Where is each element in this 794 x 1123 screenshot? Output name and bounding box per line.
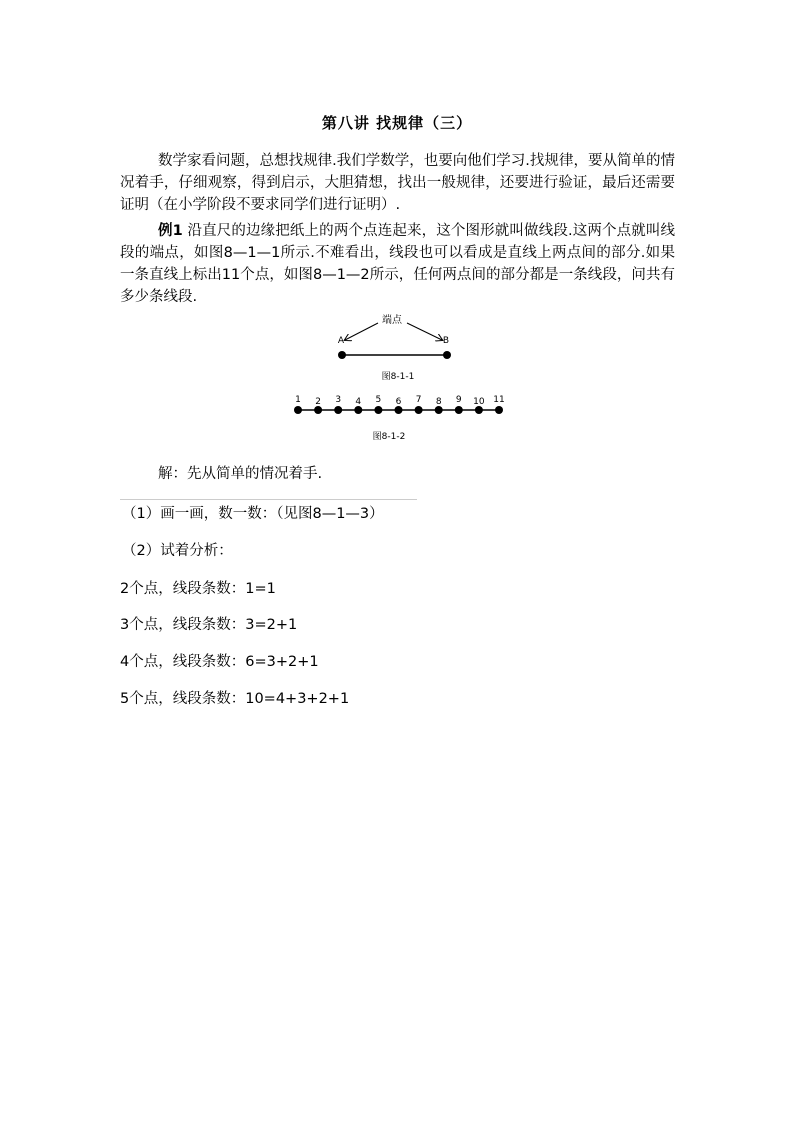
point-b-label: B: [442, 336, 450, 346]
point-label-1: 1: [295, 395, 301, 405]
figure1-caption: 图8-1-1: [381, 372, 415, 382]
point-dot-7: [415, 406, 423, 414]
point-a-dot: [338, 351, 346, 359]
figure-eleven-points: [285, 390, 510, 445]
point-dot-3: [334, 406, 342, 414]
solution-line: 解：先从简单的情况着手.: [158, 466, 323, 482]
point-label-6: 6: [395, 397, 402, 407]
example-text: 沿直尺的边缘把纸上的两个点连起来，这个图形就叫做线段.这两个点就叫线段的端点，如图8—1—1所示.不难看出，线段也可以看成是直线上两点间的部分.如果一条直线上标出11个点，如图8—1—2所示，任何两点间的部分都是一条线段，问共有多少条线段.: [120, 223, 676, 305]
step-line: 3个点，线段条数：3=2+1: [120, 617, 298, 633]
step-line: （1）画一画，数一数：（见图8—1—3）: [122, 506, 384, 522]
point-dot-6: [395, 406, 403, 414]
step-line: （2）试着分析：: [122, 543, 233, 559]
point-label-9: 9: [455, 395, 462, 405]
point-dot-8: [435, 406, 443, 414]
example-paragraph: [120, 220, 675, 308]
point-dot-9: [455, 406, 463, 414]
figure-segment-endpoints: [330, 310, 460, 385]
divider: [120, 499, 417, 500]
endpoint-annotation: 端点: [382, 315, 402, 326]
example-label: 例1: [158, 223, 183, 239]
point-label-4: 4: [355, 397, 362, 407]
point-dot-1: [294, 406, 302, 414]
point-label-3: 3: [335, 395, 342, 405]
arrow-to-b: [407, 323, 442, 340]
point-dot-4: [354, 406, 362, 414]
page-title: 第八讲 找规律（三）: [321, 114, 473, 132]
point-label-2: 2: [315, 397, 321, 407]
point-label-8: 8: [435, 397, 442, 407]
point-label-7: 7: [415, 395, 422, 405]
point-label-11: 11: [493, 395, 505, 405]
step-line: 4个点，线段条数：6=3+2+1: [120, 654, 319, 670]
step-line: 5个点，线段条数：10=4+3+2+1: [120, 691, 350, 707]
arrow-to-a: [345, 323, 378, 340]
point-b-dot: [443, 351, 451, 359]
step-line: 2个点，线段条数：1=1: [120, 581, 276, 597]
intro-paragraph: 数学家看问题，总想找规律.我们学数学，也要向他们学习.找规律，要从简单的情况着手，仔细观察，得到启示，大胆猜想，找出一般规律，还要进行验证，最后还需要证明（在小学阶段不要求同学们进行证明）.: [120, 153, 675, 213]
point-dot-2: [314, 406, 322, 414]
point-label-5: 5: [375, 395, 382, 405]
point-dot-11: [495, 406, 503, 414]
point-label-10: 10: [473, 397, 485, 407]
point-dot-5: [374, 406, 382, 414]
point-a-label: A: [337, 336, 345, 346]
point-dot-10: [475, 406, 483, 414]
figure2-caption: 图8-1-2: [372, 432, 406, 442]
